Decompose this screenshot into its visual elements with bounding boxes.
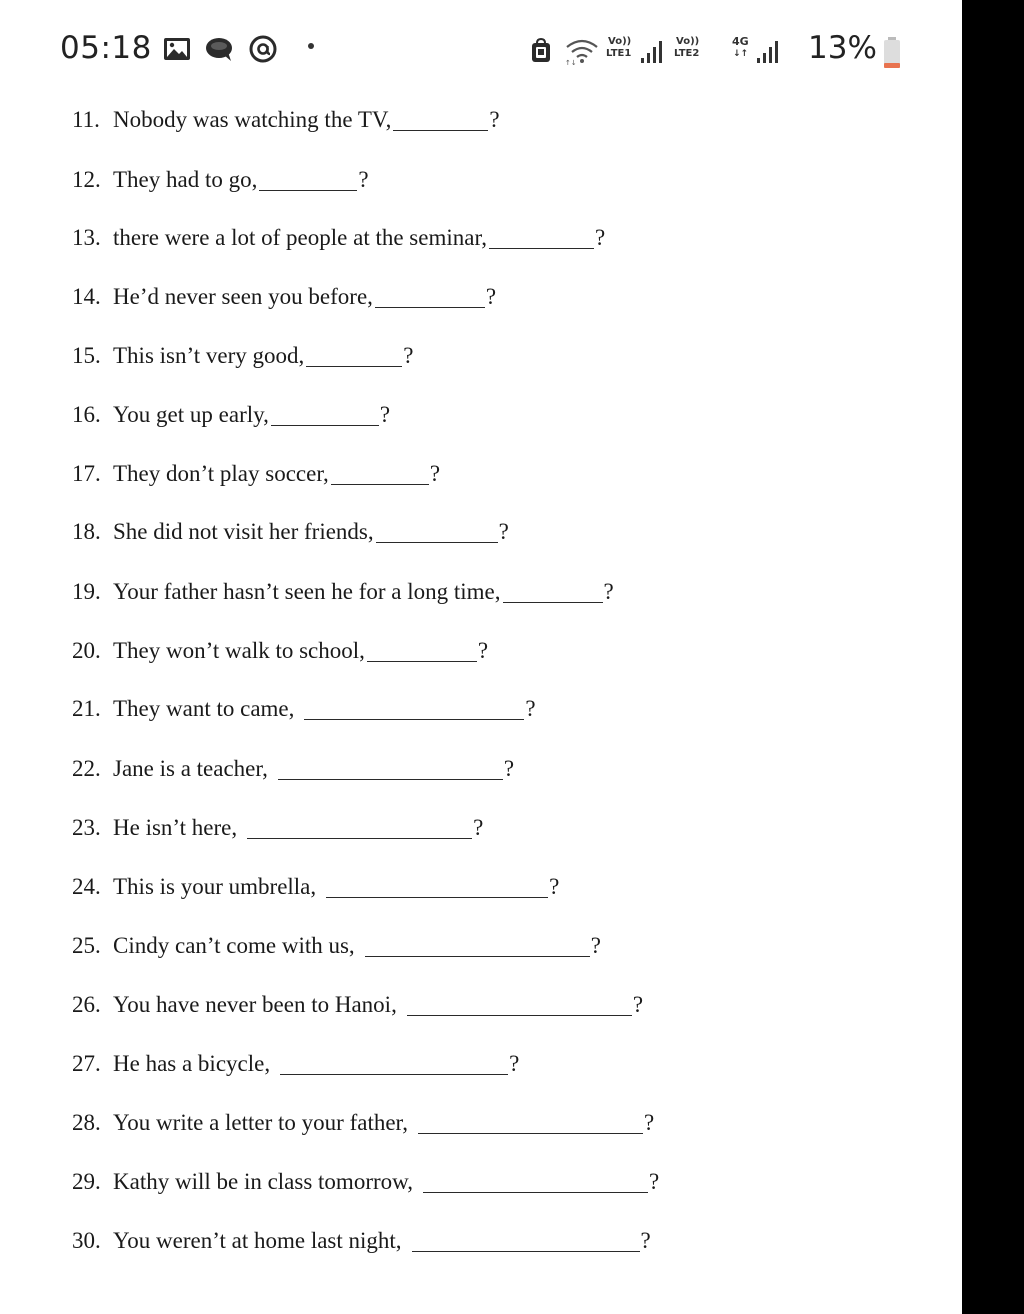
- at-sign-icon: [248, 34, 278, 64]
- question-mark: ?: [403, 343, 414, 368]
- answer-blank[interactable]: [367, 641, 477, 662]
- question-text: Jane is a teacher,: [113, 756, 268, 781]
- answer-blank[interactable]: [375, 287, 485, 308]
- battery-level-fill: [884, 63, 900, 68]
- question-text: They don’t play soccer,: [113, 461, 329, 486]
- question-mark: ?: [549, 874, 560, 899]
- question-text: This isn’t very good,: [113, 343, 305, 368]
- question-text: They want to came,: [113, 696, 295, 721]
- question-number: 11.: [72, 107, 100, 132]
- question-text: He has a bicycle,: [113, 1051, 271, 1076]
- answer-blank[interactable]: [280, 1054, 508, 1075]
- gallery-icon: [162, 34, 192, 64]
- sim2-lte-label: LTE2: [674, 48, 700, 59]
- question-row: [72, 224, 605, 264]
- question-number: 16.: [72, 402, 101, 427]
- question-number: 25.: [72, 933, 101, 958]
- question-mark: ?: [485, 284, 497, 309]
- sim1-volte-label: Vo)): [608, 36, 632, 47]
- svg-text:↑↓: ↑↓: [565, 59, 577, 66]
- question-text: Your father hasn’t seen he for a long time,: [113, 579, 501, 604]
- signal-bars-icon: [756, 40, 778, 64]
- answer-blank[interactable]: [365, 936, 590, 957]
- question-text: They had to go,: [113, 167, 258, 192]
- question-number: 24.: [72, 874, 101, 899]
- question-row: [72, 814, 483, 854]
- question-number: 12.: [72, 167, 101, 192]
- answer-blank[interactable]: [326, 877, 548, 898]
- question-row: [72, 1050, 519, 1090]
- sim1-lte-label: LTE1: [606, 48, 632, 59]
- answer-blank[interactable]: [331, 464, 429, 485]
- question-mark: ?: [498, 519, 509, 544]
- question-number: 22.: [72, 756, 101, 781]
- question-number: 29.: [72, 1169, 101, 1194]
- signal-bars-icon: [640, 40, 662, 64]
- question-text: You weren’t at home last night,: [113, 1228, 402, 1253]
- question-text: You have never been to Hanoi,: [113, 992, 397, 1017]
- question-row: [72, 637, 488, 677]
- question-text: Cindy can’t come with us,: [113, 933, 355, 958]
- question-mark: ?: [473, 815, 484, 840]
- question-text: Nobody was watching the TV,: [113, 107, 392, 132]
- wifi-icon: [564, 38, 600, 66]
- answer-blank[interactable]: [489, 228, 594, 249]
- question-number: 21.: [72, 696, 101, 721]
- battery-icon: [882, 36, 902, 70]
- answer-blank[interactable]: [259, 170, 357, 191]
- status-bar: [60, 24, 900, 76]
- question-row: [72, 695, 536, 735]
- question-text: there were a lot of people at the seminar,: [113, 225, 487, 250]
- question-row: [72, 1109, 654, 1149]
- question-text: They won’t walk to school,: [113, 638, 365, 663]
- question-text: You get up early,: [113, 402, 269, 427]
- answer-blank[interactable]: [247, 818, 472, 839]
- question-mark: ?: [603, 579, 614, 604]
- answer-blank[interactable]: [503, 582, 603, 603]
- question-mark: ?: [503, 756, 515, 781]
- answer-blank[interactable]: [304, 699, 524, 720]
- question-mark: ?: [649, 1169, 660, 1194]
- question-row: [72, 342, 413, 382]
- answer-blank[interactable]: [393, 110, 488, 131]
- question-row: [72, 873, 559, 913]
- question-number: 28.: [72, 1110, 101, 1135]
- question-row: [72, 932, 601, 972]
- chat-bubble-icon: [204, 34, 234, 64]
- question-mark: ?: [632, 992, 644, 1017]
- question-row: [72, 166, 369, 206]
- question-mark: ?: [358, 167, 369, 192]
- question-text: This is your umbrella,: [113, 874, 317, 899]
- question-mark: ?: [525, 696, 536, 721]
- question-number: 23.: [72, 815, 101, 840]
- answer-blank[interactable]: [278, 759, 503, 780]
- more-notifications-dot: [308, 43, 314, 49]
- question-mark: ?: [594, 225, 606, 250]
- question-row: [72, 755, 514, 795]
- right-edge-bar: [962, 0, 1024, 1314]
- question-mark: ?: [590, 933, 601, 958]
- question-number: 18.: [72, 519, 101, 544]
- question-text: You write a letter to your father,: [113, 1110, 409, 1135]
- question-row: [72, 283, 496, 323]
- question-number: 14.: [72, 284, 101, 309]
- question-row: [72, 401, 390, 441]
- question-text: He’d never seen you before,: [113, 284, 373, 309]
- question-row: [72, 1168, 659, 1208]
- answer-blank[interactable]: [271, 405, 379, 426]
- data-arrows-icon: ↓↑: [733, 49, 749, 59]
- answer-blank[interactable]: [306, 346, 402, 367]
- question-row: [72, 518, 509, 558]
- question-mark: ?: [379, 402, 391, 427]
- question-number: 17.: [72, 461, 101, 486]
- battery-percent: 13%: [808, 30, 877, 66]
- question-number: 19.: [72, 579, 101, 604]
- answer-blank[interactable]: [376, 522, 498, 543]
- clock: 05:18: [60, 30, 152, 66]
- lock-icon: [530, 38, 552, 64]
- question-mark: ?: [509, 1051, 520, 1076]
- question-mark: ?: [489, 107, 500, 132]
- question-text: Kathy will be in class tomorrow,: [113, 1169, 414, 1194]
- question-row: [72, 1227, 651, 1267]
- question-mark: ?: [640, 1228, 651, 1253]
- question-mark: ?: [477, 638, 489, 663]
- answer-blank[interactable]: [423, 1172, 648, 1193]
- question-number: 15.: [72, 343, 101, 368]
- answer-blank[interactable]: [418, 1113, 643, 1134]
- answer-blank[interactable]: [407, 995, 632, 1016]
- question-text: She did not visit her friends,: [113, 519, 374, 544]
- question-row: [72, 578, 614, 618]
- question-row: [72, 460, 440, 500]
- system-icons: [530, 28, 930, 72]
- question-mark: ?: [644, 1110, 655, 1135]
- question-row: [72, 991, 643, 1031]
- answer-blank[interactable]: [412, 1231, 640, 1252]
- sim2-volte-label: Vo)): [676, 36, 700, 47]
- question-row: [72, 106, 500, 146]
- question-number: 27.: [72, 1051, 101, 1076]
- question-number: 13.: [72, 225, 101, 250]
- question-number: 20.: [72, 638, 101, 663]
- question-number: 26.: [72, 992, 101, 1017]
- question-text: He isn’t here,: [113, 815, 238, 840]
- network-type-label: 4G: [732, 35, 749, 48]
- question-mark: ?: [429, 461, 441, 486]
- question-number: 30.: [72, 1228, 101, 1253]
